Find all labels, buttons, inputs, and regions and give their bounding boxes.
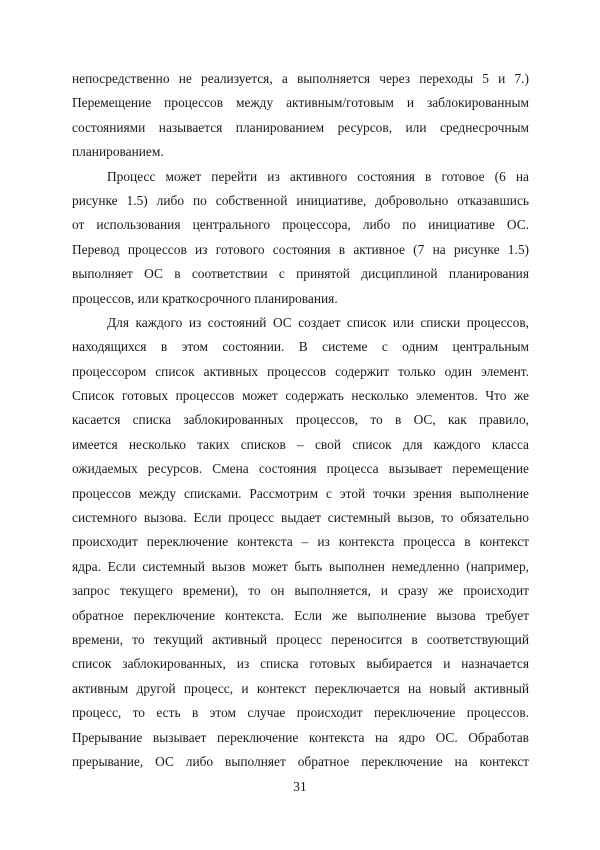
text-line: процессов между списками. Рассмотрим с этой точки зрения выполнение [72,485,529,501]
text-line: времени, то текущий активный процесс переносится в соответствующий [72,631,529,647]
text-line: обратное переключение контекста. Если же выполнение вызова требует [72,607,529,623]
text-line: список заблокированных, из списка готовых выбирается и назначается [72,656,529,672]
text-line: имеется несколько таких списков – свой список для каждого класса [72,436,529,452]
text-line: Список готовых процессов может содержать несколько элементов. Что же [72,388,529,404]
text-line: состояниями называется планированием ресурсов, или среднесрочным [72,119,529,135]
text-line: запрос текущего времени), то он выполняется, и сразу же происходит [72,583,529,599]
text-line: от использования центрального процессора, либо по инициативе ОС. [72,217,529,233]
text-line: непосредственно не реализуется, а выполняется через переходы 5 и 7.) [72,71,529,86]
text-line: Прерывание вызывает переключение контекста на ядро ОС. Обработав [72,729,529,745]
text-line: Перевод процессов из готового состояния в активное (7 на рисунке 1.5) [72,241,529,257]
body-text [72,67,529,774]
text-line: Процесс может перейти из активного состояния в готовое (6 на [107,168,529,184]
paragraph [72,165,529,311]
text-line: процесс, то есть в этом случае происходит переключение процессов. [72,705,529,721]
text-line: системного вызова. Если процесс выдает системный вызов, то обязательно [72,510,529,526]
text-line: планированием. [72,144,164,160]
text-line: активным другой процесс, и контекст переключается на новый активный [72,680,529,696]
text-line: рисунке 1.5) либо по собственной инициативе, добровольно отказавшись [72,192,529,208]
text-line: процессов, или краткосрочного планирования. [72,290,338,306]
text-line: выполняет ОС в соответствии с принятой дисциплиной планирования [72,266,529,282]
text-line: находящихся в этом состоянии. В системе с одним центральным [72,339,529,355]
text-line: прерывание, ОС либо выполняет обратное переключение на контекст [72,753,529,769]
text-line: процессором список активных процессов содержит только один элемент. [72,363,529,379]
text-line: ядра. Если системный вызов может быть выполнен немедленно (например, [72,558,529,574]
page-number: 31 [293,779,307,794]
text-line: Перемещение процессов между активным/готовым и заблокированным [72,95,529,111]
text-line: происходит переключение контекста – из контекста процесса в контекст [72,534,529,550]
text-line: касается списка заблокированных процессов, то в ОС, как правило, [72,412,529,428]
text-line: Для каждого из состояний ОС создает список или списки процессов, [107,314,529,330]
paragraph [72,67,529,165]
text-line: ожидаемых ресурсов. Смена состояния процесса вызывает перемещение [72,461,529,477]
paragraph [72,311,529,774]
